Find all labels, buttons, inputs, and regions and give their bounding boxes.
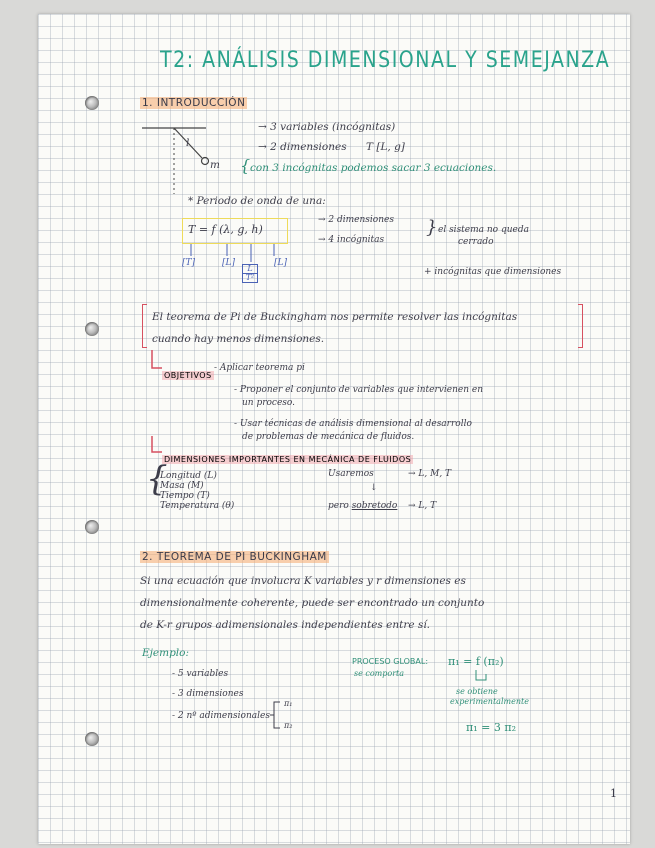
- teorema-line-1: Si una ecuación que involucra K variables y r dimensiones es: [140, 575, 466, 587]
- usaremos-label: Usaremos: [328, 469, 374, 479]
- dim-item-temperatura: Temperatura (θ): [160, 501, 235, 511]
- pi-theorem-text-1: El teorema de Pi de Buckingham nos permite resolver las incógnitas: [152, 311, 518, 323]
- pero-result: → L, T: [408, 501, 437, 511]
- dim-item-tiempo: Tiempo (T): [160, 491, 210, 501]
- objetivo-2b: un proceso.: [242, 398, 296, 408]
- down-arrow-icon: ↓: [370, 483, 378, 493]
- binder-hole: [85, 96, 99, 110]
- page-number: 1: [610, 787, 617, 800]
- pi-brace: [270, 700, 282, 730]
- intro-line-dimensions: → 2 dimensiones: [258, 141, 347, 153]
- more-incognitas: + incógnitas que dimensiones: [424, 267, 562, 277]
- intro-line-variables: → 3 variables (incógnitas): [258, 121, 396, 133]
- brace-icon: {: [240, 156, 251, 175]
- dim-list-brace-icon: {: [146, 459, 168, 499]
- binder-hole: [85, 322, 99, 336]
- pi2-label: π₂: [284, 721, 293, 730]
- intro-dims: T [L, g]: [366, 141, 405, 153]
- arrow-2-dimensiones: → 2 dimensiones: [318, 215, 394, 225]
- teorema-line-2: dimensionalmente coherente, puede ser encontrado un conjunto: [140, 597, 485, 609]
- pi-theorem-text-2: cuando hay menos dimensiones.: [152, 333, 325, 345]
- ejemplo-label: Ejemplo:: [142, 647, 190, 659]
- period-title: * Periodo de onda de una:: [188, 195, 326, 207]
- unit-g: L T²: [242, 264, 258, 283]
- experimentalmente-label: experimentalmente: [450, 697, 529, 706]
- relation-2: π₁ = 3 π₂: [466, 721, 516, 734]
- ejemplo-dimensiones: - 3 dimensiones: [172, 689, 244, 699]
- relation-1: π₁ = f (π₂): [448, 655, 504, 668]
- dim-item-longitud: Longitud (L): [160, 471, 217, 481]
- section-heading-introduccion: 1. INTRODUCCIÓN: [142, 97, 246, 109]
- dim-item-masa: Masa (M): [160, 481, 204, 491]
- objetivo-3b: de problemas de mecánica de fluidos.: [242, 432, 415, 442]
- pi1-label: π₁: [284, 699, 293, 708]
- teorema-line-3: de K-r grupos adimensionales independientes entre sí.: [140, 619, 431, 631]
- pendulum-length-label: l: [186, 137, 190, 149]
- objetivos-label: OBJETIVOS: [164, 371, 212, 380]
- proceso-global-label: PROCESO GLOBAL:: [352, 657, 429, 666]
- period-formula: T = f (λ, g, h): [188, 223, 263, 236]
- arrow-4-incognitas: → 4 incógnitas: [318, 235, 385, 245]
- unit-l: [L]: [222, 258, 235, 268]
- objetivo-1: - Aplicar teorema pi: [214, 363, 305, 373]
- pero-sobretodo: pero sobretodo: [328, 501, 398, 511]
- intro-line-equations: con 3 incógnitas podemos sacar 3 ecuaciones.: [250, 162, 497, 174]
- pendulum-diagram: [136, 122, 246, 202]
- left-bracket: [142, 304, 147, 348]
- objetivo-2a: - Proponer el conjunto de variables que intervienen en: [234, 385, 483, 395]
- ejemplo-adimensionales: - 2 nº adimensionales: [172, 711, 270, 721]
- binder-hole: [85, 520, 99, 534]
- pendulum-mass-label: m: [210, 159, 220, 171]
- system-text-1: el sistema no queda: [438, 225, 529, 235]
- system-text-2: cerrado: [458, 237, 494, 247]
- obtiene-label: se obtiene: [456, 687, 498, 696]
- unit-T: [T]: [182, 258, 196, 268]
- hook-arrow-icon: [472, 670, 492, 688]
- usaremos-result: → L, M, T: [408, 469, 452, 479]
- objetivo-3a: - Usar técnicas de análisis dimensional al desarrollo: [234, 419, 472, 429]
- dimensiones-label: DIMENSIONES IMPORTANTES EN MECÁNICA DE FLUIDOS: [164, 455, 412, 464]
- right-bracket: [578, 304, 583, 348]
- section-heading-teorema: 2. TEOREMA DE PI BUCKINGHAM: [142, 551, 327, 563]
- brace-right-icon: }: [426, 217, 438, 238]
- binder-hole: [85, 732, 99, 746]
- ejemplo-variables: - 5 variables: [172, 669, 229, 679]
- unit-h: [L]: [274, 258, 287, 268]
- page-title: T2: ANÁLISIS DIMENSIONAL Y SEMEJANZA: [160, 47, 611, 73]
- notebook-page: [38, 14, 630, 844]
- comporta-label: se comporta: [354, 669, 405, 678]
